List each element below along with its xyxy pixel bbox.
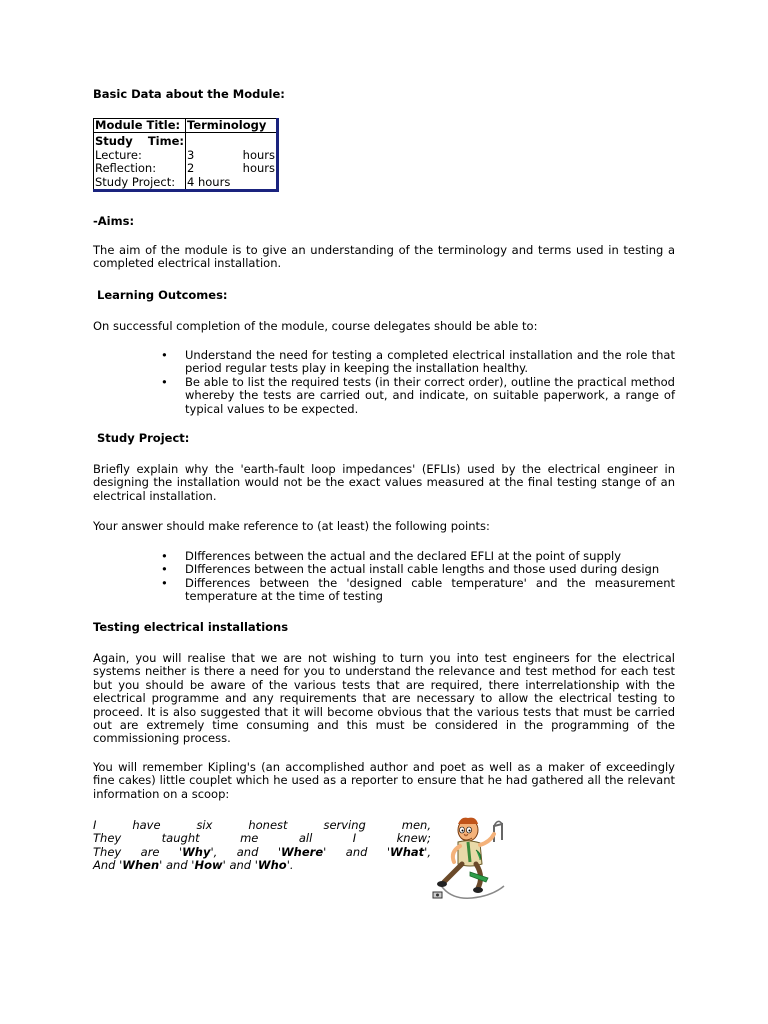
- poem-line-4: And 'When' and 'How' and 'Who'.: [93, 858, 294, 873]
- testing-paragraph-1: Again, you will realise that we are not wishing to turn you into test engineers for the electrical systems neither is there a need for you to understand the relevance and test method for each test but you should be aware of the various tests that are required, there interrelationship with the electrical programme and any requirements that are necessary to allow the electrical testing to proceed. It is also suggested that it will become obvious that the various tests that must be carried out are extremely time consuming and this must be considered in the programming of the commissioning process.: [93, 651, 675, 746]
- study-project-list: [160, 550, 675, 604]
- list-item: • Understand the need for testing a completed electrical installation and the role that period regular tests play in keeping the installation healthy.: [161, 348, 675, 376]
- list-item: • DIfferences between the actual and the declared EFLI at the point of supply: [161, 549, 622, 563]
- testing-heading: Testing electrical installations: [93, 620, 289, 634]
- list-item: • Differences between the 'designed cable temperature' and the measurement temperature at the time of testing: [161, 575, 675, 604]
- study-project-intro: Your answer should make reference to (at least) the following points:: [93, 519, 490, 533]
- list-item: • DIfferences between the actual install cable lengths and those used during design: [161, 562, 660, 577]
- cartoon-man-illustration: [430, 812, 512, 904]
- learning-outcomes-list: [160, 349, 675, 416]
- table-row: [94, 133, 278, 191]
- table-row: [94, 119, 278, 133]
- study-time-label: Study Time:: [95, 134, 184, 149]
- module-title-label: Module Title:: [94, 119, 186, 133]
- kipling-poem: [93, 819, 431, 873]
- aims-heading: -Aims:: [93, 214, 135, 228]
- basic-data-heading: Basic Data about the Module:: [93, 87, 285, 101]
- learning-outcomes-heading: Learning Outcomes:: [97, 288, 228, 302]
- poem-line-2: They taught me all I knew;: [93, 831, 431, 846]
- testing-paragraph-2: You will remember Kipling's (an accomplished author and poet as well as a maker of exceedingly fine cakes) little couplet which he used as a reporter to ensure that he had gathered all the relevant information on a scoop:: [93, 760, 675, 801]
- module-data-table: [93, 118, 279, 192]
- reflection-label: Reflection:: [95, 161, 157, 176]
- learning-outcomes-intro: On successful completion of the module, course delegates should be able to:: [93, 319, 538, 333]
- reflection-hours: 2 hours: [187, 161, 275, 176]
- poem-line-3: They are 'Why', and 'Where' and 'What',: [93, 844, 431, 859]
- aims-text: The aim of the module is to give an understanding of the terminology and terms used in testing a completed electrical installation.: [93, 243, 675, 271]
- study-project-hours: 4 hours: [187, 174, 231, 189]
- lecture-label: Lecture:: [95, 147, 142, 162]
- study-project-text: Briefly explain why the 'earth-fault loop impedances' (EFLIs) used by the electrical engineer in designing the installation would not be the exact values measured at the final testing stange of an electrical installation.: [93, 462, 675, 503]
- poem-line-1: I have six honest serving men,: [93, 818, 431, 832]
- study-project-heading: Study Project:: [97, 431, 190, 445]
- study-project-label: Study Project:: [95, 174, 176, 189]
- lecture-hours: 3 hours: [187, 147, 275, 162]
- module-title-value: Terminology: [186, 119, 278, 133]
- list-item: • Be able to list the required tests (in their correct order), outline the practical method whereby the tests are carried out, and indicate, on suitable paperwork, a range of typical values to be expected.: [161, 374, 675, 416]
